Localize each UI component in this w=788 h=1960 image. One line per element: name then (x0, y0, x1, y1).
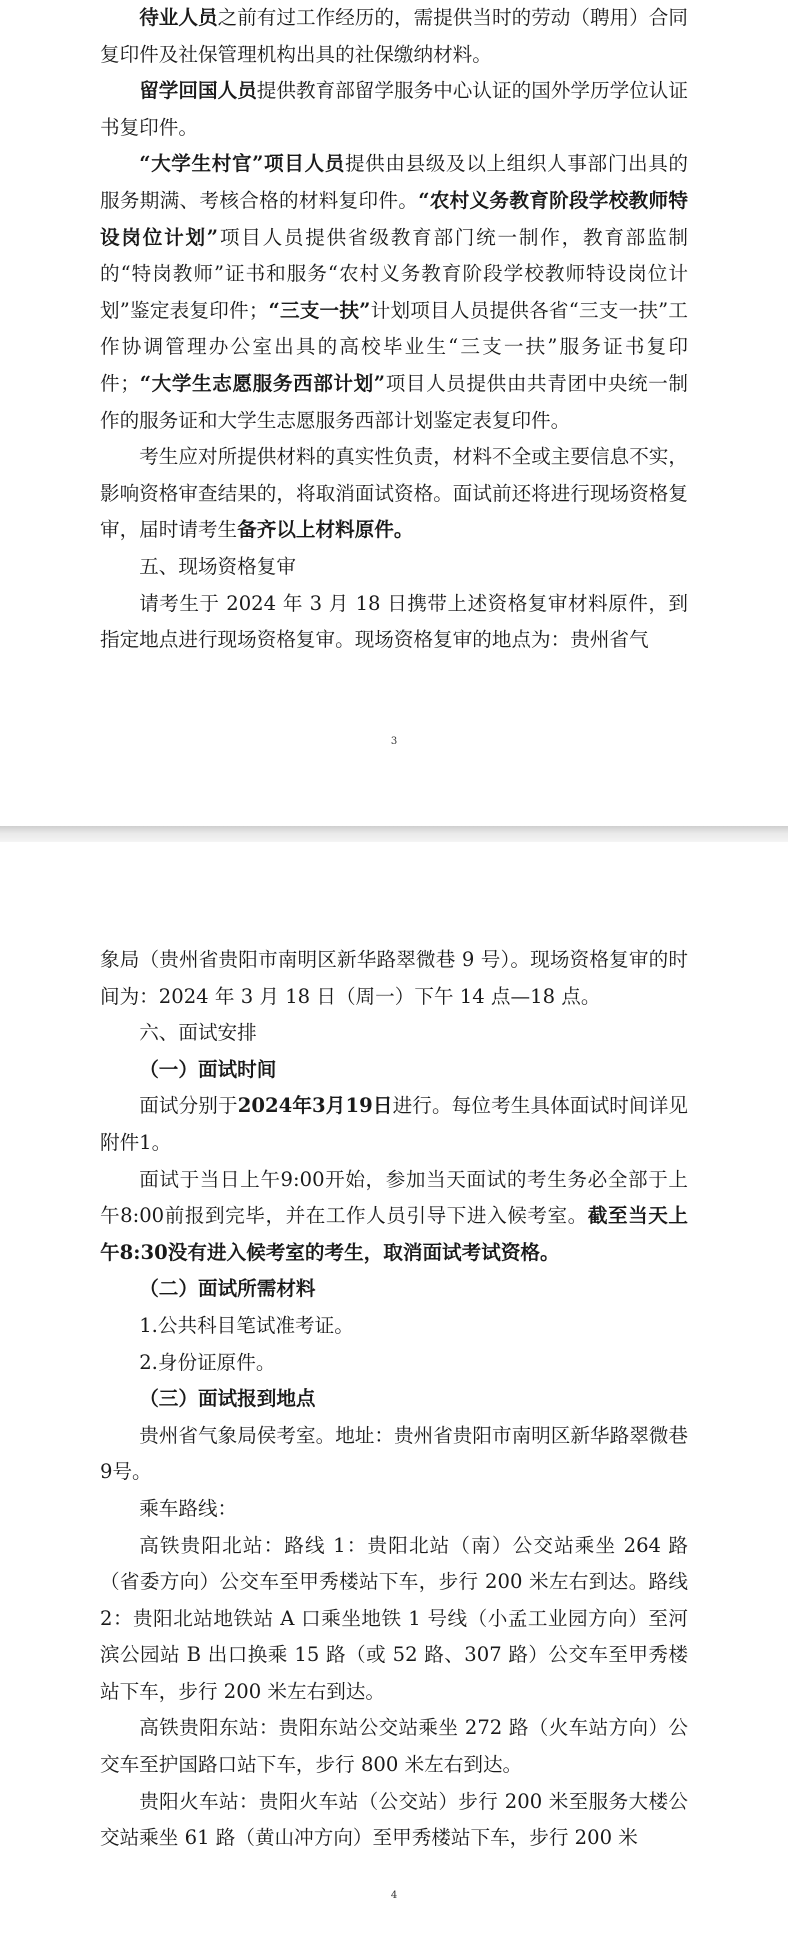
bold-text: 待业人员 (139, 6, 218, 29)
bold-text: 留学回国人员 (139, 79, 257, 103)
bold-text: “大学生村官”项目人员 (139, 152, 345, 176)
bold-text: “三支一扶” (268, 298, 371, 322)
paragraph (100, 1710, 688, 1783)
text: 进行。每位考生具体面试时间详见附件1。 (100, 1094, 689, 1154)
paragraph (100, 146, 688, 439)
bold-text: 2024年3月19日 (237, 1094, 393, 1118)
text: 面试分别于 (139, 1094, 238, 1118)
paragraph (100, 439, 688, 549)
paragraph (100, 1418, 688, 1491)
subsection-heading (100, 1271, 688, 1308)
bold-text: 截至当天上午8:30没有进入候考室的考生，取消面试考试资格。 (100, 1204, 689, 1264)
page-3-body (100, 0, 688, 659)
list-item (100, 1308, 688, 1345)
bold-text: “大学生志愿服务西部计划” (139, 371, 386, 395)
paragraph (100, 1528, 688, 1711)
text: 1.公共科目笔试准考证。 (139, 1313, 354, 1337)
text: 五、现场资格复审 (139, 554, 296, 578)
page-separator (0, 826, 788, 842)
text: 计划项目人员提供各省“三支一扶”工作协调管理办公室出具的高校毕业生“三支一扶”服务证书复印件； (100, 298, 688, 395)
bold-text: （一）面试时间 (139, 1057, 277, 1081)
paragraph (100, 1491, 688, 1528)
text: 贵州省气象局侯考室。地址：贵州省贵阳市南明区新华路翠微巷9号。 (100, 1423, 688, 1484)
paragraph (100, 1162, 688, 1272)
paragraph (100, 73, 688, 146)
text: 象局（贵州省贵阳市南明区新华路翠微巷 9 号）。现场资格复审的时间为：2024 年 3 月 18 日（周一）下午 14 点—18 点。 (100, 948, 688, 1008)
paragraph (100, 0, 688, 73)
text: 高铁贵阳北站：路线 1：贵阳北站（南）公交站乘坐 264 路（省委方向）公交车至甲秀楼站下车，步行 200 米左右到达。路线 2：贵阳北站地铁站 A 口乘坐地铁 1 号线（小孟工业园方向）至河滨公园站 B 出口换乘 15 路（或 52 路、307 路）公交车至甲秀楼站下车，步行 200 米左右到达。 (100, 1533, 688, 1703)
page-number: 4 (390, 1890, 398, 1901)
page-number: 3 (390, 736, 398, 747)
text: 提供教育部留学服务中心认证的国外学历学位认证书复印件。 (100, 79, 689, 139)
document-page-4 (0, 842, 788, 1960)
text: 高铁贵阳东站：贵阳东站公交站乘坐 272 路（火车站方向）公交车至护国路口站下车，步行 800 米左右到达。 (100, 1716, 688, 1777)
paragraph (100, 1088, 688, 1161)
document-page-3 (0, 0, 788, 826)
text: 项目人员提供由共青团中央统一制作的服务证和大学生志愿服务西部计划鉴定表复印件。 (100, 371, 689, 432)
text: 贵阳火车站：贵阳火车站（公交站）步行 200 米至服务大楼公交站乘坐 61 路（黄山冲方向）至甲秀楼站下车，步行 200 米 (100, 1789, 688, 1850)
text: 六、面试安排 (139, 1021, 257, 1045)
text: 乘车路线： (139, 1496, 238, 1520)
subsection-heading (100, 1381, 688, 1418)
bold-text: 备齐以上材料原件。 (237, 518, 414, 542)
bold-text: “农村义务教育阶段学校教师特设岗位计划” (100, 188, 689, 249)
list-item (100, 1345, 688, 1382)
page-4-body (100, 942, 688, 1857)
text: 2.身份证原件。 (139, 1350, 276, 1374)
bold-text: （三）面试报到地点 (139, 1387, 316, 1411)
paragraph (100, 1784, 688, 1857)
paragraph (100, 586, 688, 659)
section-heading (100, 1015, 688, 1052)
subsection-heading (100, 1052, 688, 1089)
section-heading (100, 549, 688, 586)
text: 之前有过工作经历的，需提供当时的劳动（聘用）合同复印件及社保管理机构出具的社保缴纳材料。 (100, 6, 689, 66)
paragraph (100, 942, 688, 1015)
text: 请考生于 2024 年 3 月 18 日携带上述资格复审材料原件，到指定地点进行现场资格复审。现场资格复审的地点为：贵州省气 (100, 591, 688, 652)
text: 考生应对所提供材料的真实性负责，材料不全或主要信息不实，影响资格审查结果的，将取消面试资格。面试前还将进行现场资格复审，届时请考生 (100, 445, 688, 542)
text: 提供由县级及以上组织人事部门出具的服务期满、考核合格的材料复印件。 (100, 152, 689, 212)
text: 面试于当日上午9:00开始，参加当天面试的考生务必全部于上午8:00前报到完毕，并在工作人员引导下进入候考室。 (100, 1167, 688, 1228)
bold-text: （二）面试所需材料 (139, 1277, 316, 1301)
text: 项目人员提供省级教育部门统一制作，教育部监制的“特岗教师”证书和服务“农村义务教育阶段学校教师特设岗位计划”鉴定表复印件； (100, 225, 688, 322)
